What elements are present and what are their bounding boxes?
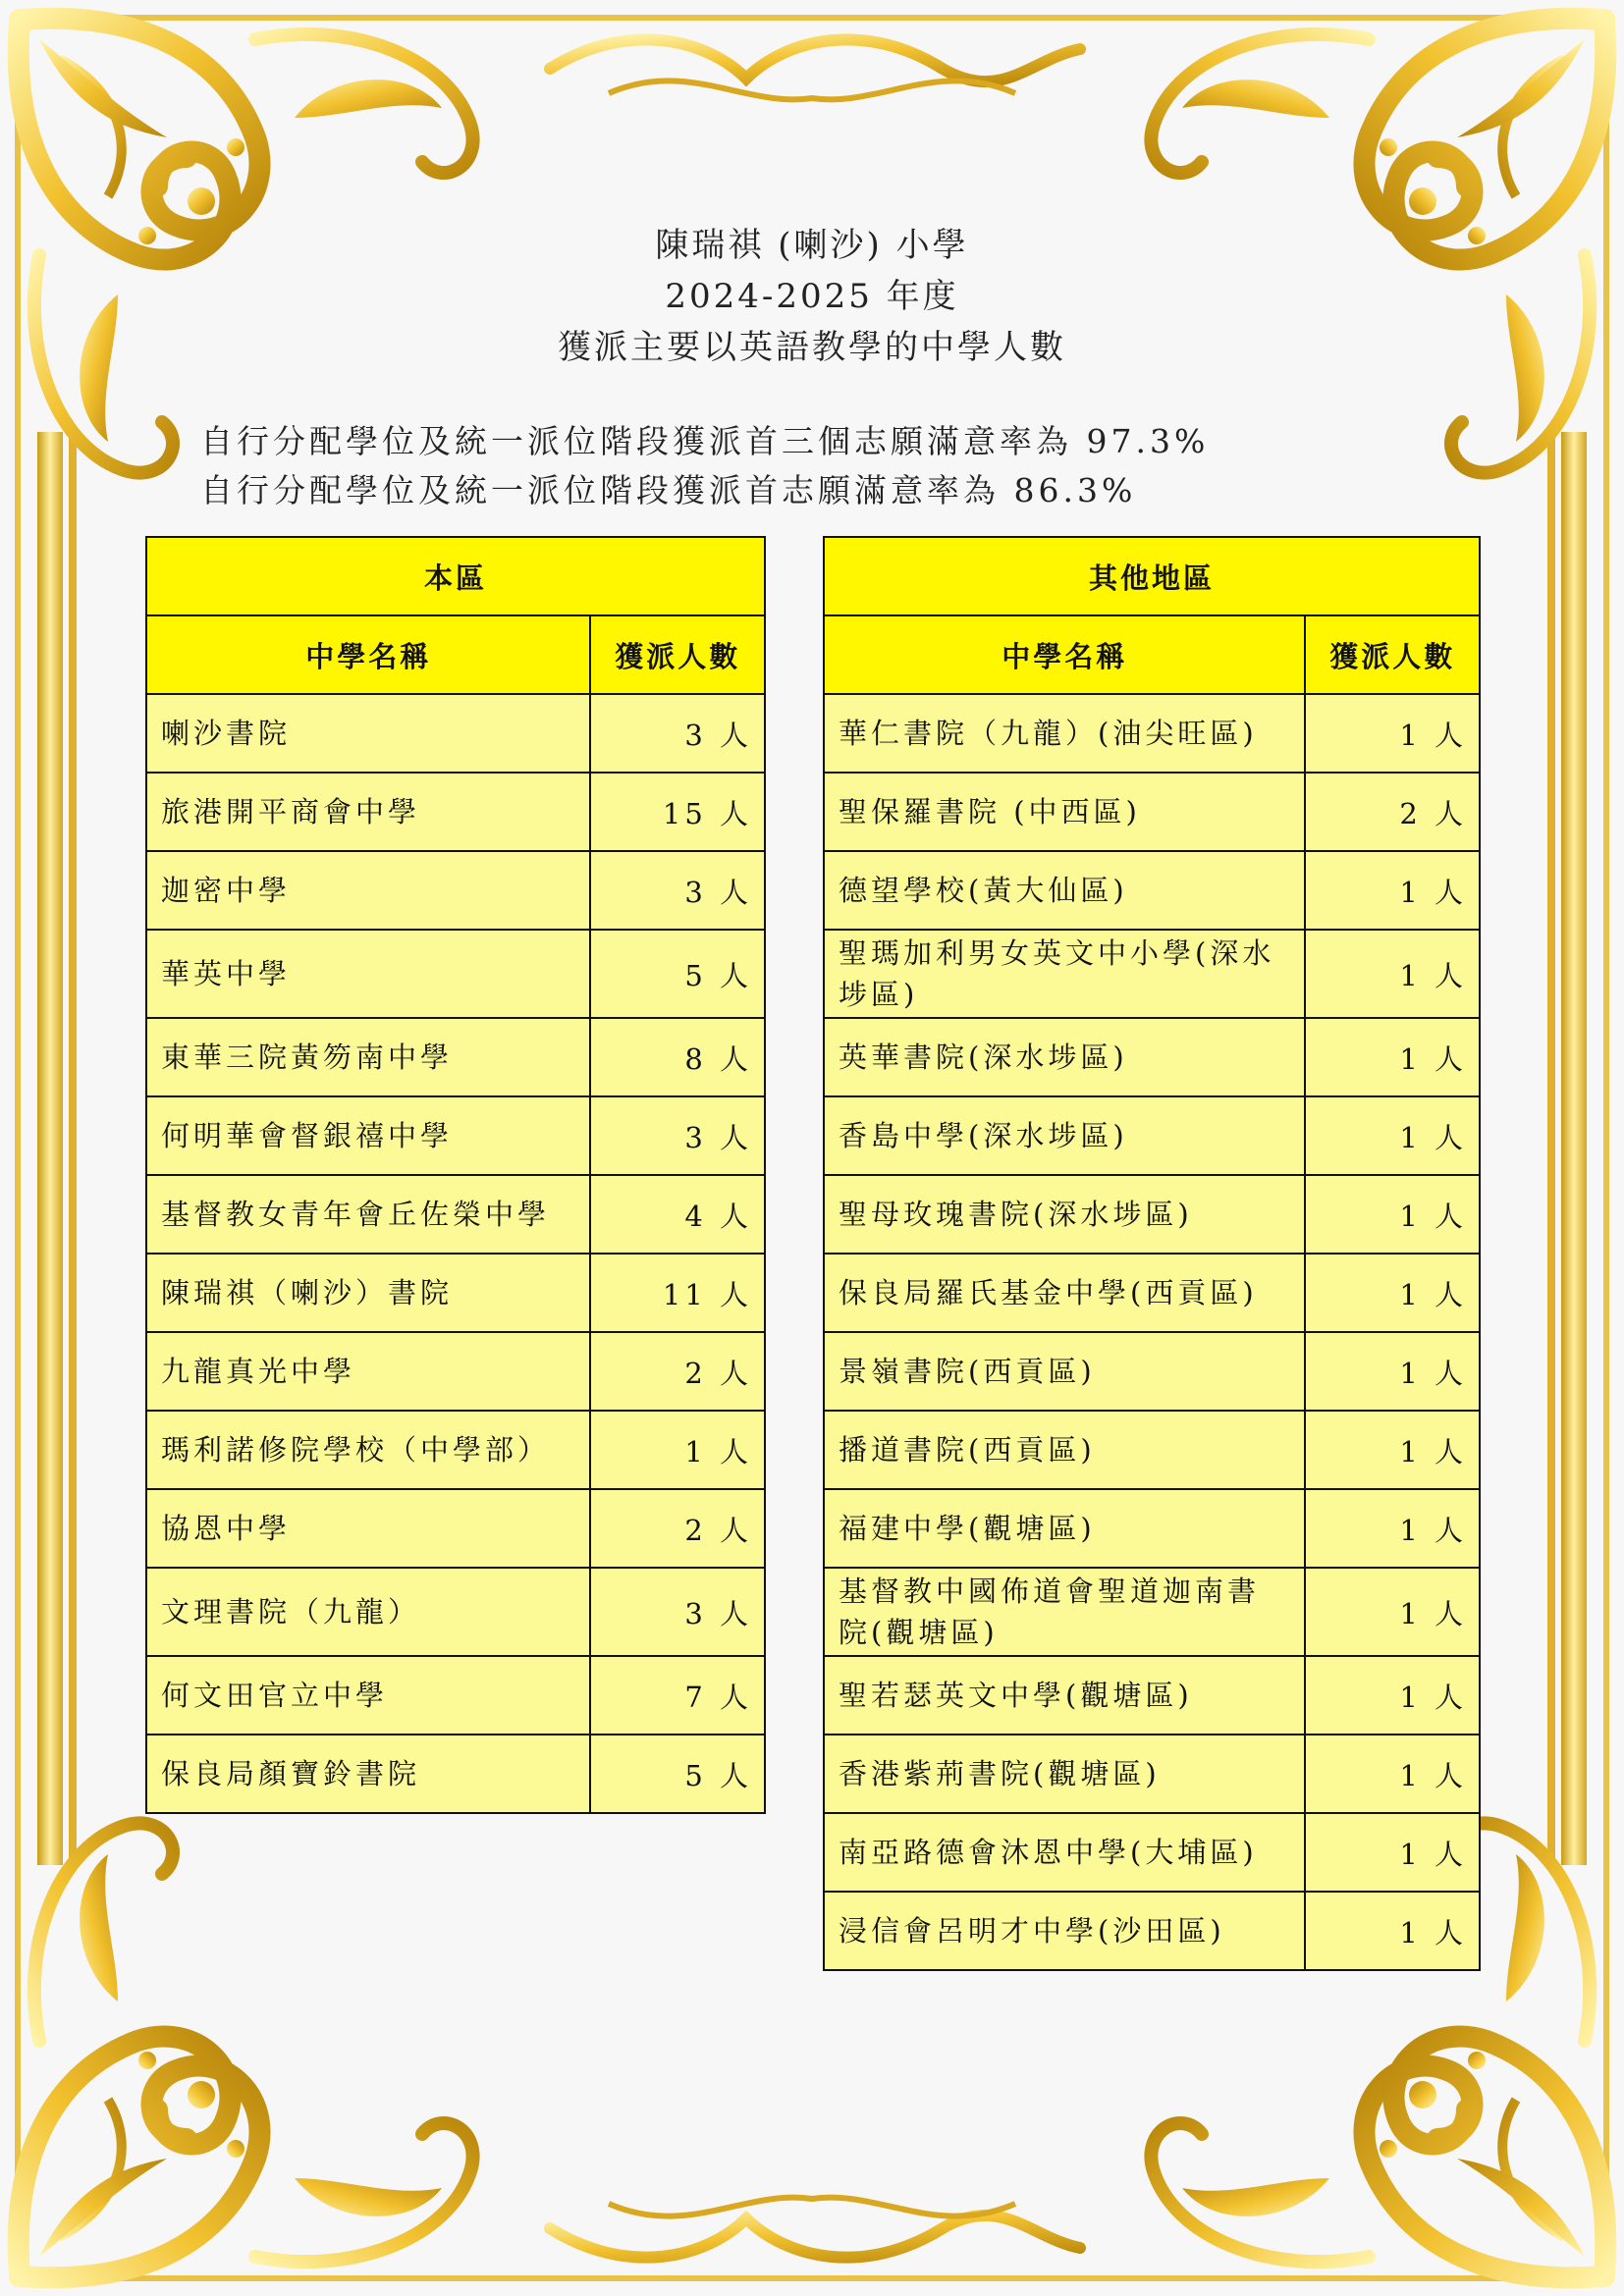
school-name-cell: 旅港開平商會中學 — [146, 773, 590, 851]
table-row — [146, 694, 765, 773]
local-col-count: 獲派人數 — [590, 615, 765, 694]
school-name-cell: 香港紫荊書院(觀塘區) — [824, 1735, 1305, 1813]
school-name-cell: 華仁書院（九龍）(油尖旺區) — [824, 694, 1305, 773]
table-row — [824, 1568, 1480, 1656]
allocation-count-cell: 1 人 — [1305, 1175, 1480, 1254]
allocation-count-cell: 1 人 — [1305, 694, 1480, 773]
school-name-cell: 聖母玫瑰書院(深水埗區) — [824, 1175, 1305, 1254]
allocation-count-cell: 3 人 — [590, 694, 765, 773]
school-name-cell: 喇沙書院 — [146, 694, 590, 773]
allocation-count-cell: 1 人 — [590, 1411, 765, 1489]
allocation-count-cell: 1 人 — [1305, 1813, 1480, 1892]
other-col-school-name: 中學名稱 — [824, 615, 1305, 694]
school-name-cell: 浸信會呂明才中學(沙田區) — [824, 1892, 1305, 1970]
allocation-count-cell: 5 人 — [590, 930, 765, 1018]
school-name-cell: 香島中學(深水埗區) — [824, 1096, 1305, 1175]
school-name-cell: 聖若瑟英文中學(觀塘區) — [824, 1656, 1305, 1735]
table-row — [146, 1489, 765, 1568]
page-subtitle: 獲派主要以英語教學的中學人數 — [558, 328, 1066, 367]
school-name-cell: 南亞路德會沐恩中學(大埔區) — [824, 1813, 1305, 1892]
school-name-cell: 聖保羅書院 (中西區) — [824, 773, 1305, 851]
school-year: 2024-2025 年度 — [665, 277, 959, 316]
table-row — [146, 1018, 765, 1096]
school-name-cell: 東華三院黃笏南中學 — [146, 1018, 590, 1096]
table-row — [146, 1568, 765, 1656]
allocation-count-cell: 1 人 — [1305, 1892, 1480, 1970]
table-row — [146, 773, 765, 851]
table-row — [824, 1254, 1480, 1332]
school-name: 陳瑞祺 (喇沙) 小學 — [655, 226, 969, 265]
top-three-satisfaction-rate: 自行分配學位及統一派位階段獲派首三個志願滿意率為 97.3% — [200, 422, 1210, 460]
allocation-count-cell: 1 人 — [1305, 1735, 1480, 1813]
table-row — [824, 1656, 1480, 1735]
other-col-count: 獲派人數 — [1305, 615, 1480, 694]
school-name-cell: 基督教女青年會丘佐榮中學 — [146, 1175, 590, 1254]
allocation-count-cell: 7 人 — [590, 1656, 765, 1735]
allocation-count-cell: 1 人 — [1305, 1096, 1480, 1175]
allocation-count-cell: 1 人 — [1305, 1568, 1480, 1656]
table-row — [146, 1175, 765, 1254]
table-row — [824, 851, 1480, 930]
allocation-count-cell: 15 人 — [590, 773, 765, 851]
allocation-count-cell: 11 人 — [590, 1254, 765, 1332]
allocation-count-cell: 3 人 — [590, 1568, 765, 1656]
table-row — [824, 1175, 1480, 1254]
allocation-count-cell: 3 人 — [590, 1096, 765, 1175]
allocation-count-cell: 1 人 — [1305, 851, 1480, 930]
table-row — [146, 1254, 765, 1332]
school-name-cell: 瑪利諾修院學校（中學部） — [146, 1411, 590, 1489]
school-name-cell: 文理書院（九龍） — [146, 1568, 590, 1656]
table-row — [824, 1735, 1480, 1813]
allocation-count-cell: 2 人 — [1305, 773, 1480, 851]
school-name-cell: 陳瑞祺（喇沙）書院 — [146, 1254, 590, 1332]
school-name-cell: 聖瑪加利男女英文中小學(深水埗區) — [824, 930, 1305, 1018]
school-name-cell: 迦密中學 — [146, 851, 590, 930]
allocation-count-cell: 3 人 — [590, 851, 765, 930]
table-row — [146, 1096, 765, 1175]
school-name-cell: 何明華會督銀禧中學 — [146, 1096, 590, 1175]
allocation-count-cell: 1 人 — [1305, 1656, 1480, 1735]
local-district-table — [145, 536, 766, 1814]
first-choice-satisfaction-rate: 自行分配學位及統一派位階段獲派首志願滿意率為 86.3% — [200, 471, 1137, 509]
other-districts-table — [823, 536, 1481, 1971]
table-row — [824, 930, 1480, 1018]
table-row — [824, 1018, 1480, 1096]
table-row — [824, 773, 1480, 851]
table-row — [146, 1656, 765, 1735]
table-row — [824, 1096, 1480, 1175]
allocation-count-cell: 1 人 — [1305, 930, 1480, 1018]
school-name-cell: 播道書院(西貢區) — [824, 1411, 1305, 1489]
allocation-count-cell: 2 人 — [590, 1489, 765, 1568]
allocation-count-cell: 1 人 — [1305, 1411, 1480, 1489]
school-name-cell: 保良局羅氏基金中學(西貢區) — [824, 1254, 1305, 1332]
school-name-cell: 英華書院(深水埗區) — [824, 1018, 1305, 1096]
allocation-count-cell: 5 人 — [590, 1735, 765, 1813]
other-table-title: 其他地區 — [824, 537, 1480, 615]
school-name-cell: 基督教中國佈道會聖道迦南書院(觀塘區) — [824, 1568, 1305, 1656]
allocation-count-cell: 4 人 — [590, 1175, 765, 1254]
school-name-cell: 景嶺書院(西貢區) — [824, 1332, 1305, 1411]
local-col-school-name: 中學名稱 — [146, 615, 590, 694]
school-name-cell: 福建中學(觀塘區) — [824, 1489, 1305, 1568]
table-row — [824, 1411, 1480, 1489]
table-row — [146, 1735, 765, 1813]
table-row — [824, 1892, 1480, 1970]
table-row — [146, 1411, 765, 1489]
allocation-count-cell: 1 人 — [1305, 1018, 1480, 1096]
school-name-cell: 何文田官立中學 — [146, 1656, 590, 1735]
school-name-cell: 協恩中學 — [146, 1489, 590, 1568]
school-name-cell: 九龍真光中學 — [146, 1332, 590, 1411]
allocation-count-cell: 2 人 — [590, 1332, 765, 1411]
allocation-count-cell: 1 人 — [1305, 1489, 1480, 1568]
school-name-cell: 保良局顏寶鈴書院 — [146, 1735, 590, 1813]
school-name-cell: 德望學校(黃大仙區) — [824, 851, 1305, 930]
allocation-count-cell: 1 人 — [1305, 1332, 1480, 1411]
table-row — [146, 851, 765, 930]
school-name-cell: 華英中學 — [146, 930, 590, 1018]
table-row — [146, 1332, 765, 1411]
allocation-count-cell: 1 人 — [1305, 1254, 1480, 1332]
table-row — [824, 694, 1480, 773]
table-row — [146, 930, 765, 1018]
table-row — [824, 1813, 1480, 1892]
table-row — [824, 1332, 1480, 1411]
allocation-count-cell: 8 人 — [590, 1018, 765, 1096]
local-table-title: 本區 — [146, 537, 765, 615]
table-row — [824, 1489, 1480, 1568]
